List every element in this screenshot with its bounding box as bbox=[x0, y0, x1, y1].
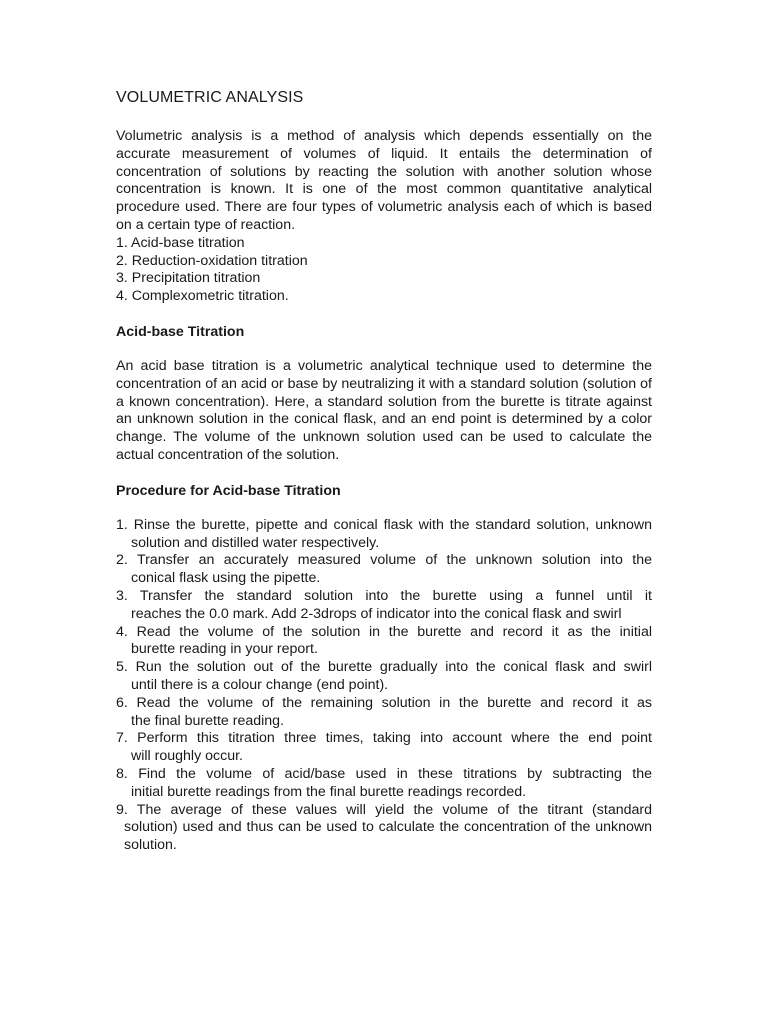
procedure-step-7 bbox=[116, 730, 652, 766]
step-text: 6. Read the volume of the remaining solution in the burette and record it as bbox=[116, 694, 652, 711]
step-text: 8. Find the volume of acid/base used in these titrations by subtracting the bbox=[116, 765, 652, 782]
step-continuation: burette reading in your report. bbox=[131, 641, 318, 658]
document-title: VOLUMETRIC ANALYSIS bbox=[116, 89, 304, 106]
step-continuation: until there is a colour change (end point). bbox=[131, 676, 389, 693]
procedure-heading: Procedure for Acid-base Titration bbox=[116, 482, 341, 499]
step-text: 1. Rinse the burette, pipette and conical flask with the standard solution, unknown bbox=[116, 516, 652, 533]
document-page bbox=[116, 88, 652, 855]
step-continuation: solution) used and thus can be used to calculate the concentration of the unknown solution. bbox=[124, 819, 652, 854]
procedure-step-6 bbox=[116, 695, 652, 731]
step-text: 4. Read the volume of the solution in the burette and record it as the initial bbox=[116, 623, 652, 640]
list-item: 3. Precipitation titration bbox=[116, 270, 261, 287]
acid-base-paragraph: An acid base titration is a volumetric analytical technique used to determine the concentration of an acid or base by neutralizing it with a standard solution (solution of a known concentration). Here, a standard solution from the burette is titrate against an unknown solution in the conical flask, and an end point is determined by a color change. The volume of the unknown solution used can be used to calculate the actual concentration of the solution. bbox=[116, 357, 652, 463]
step-text: 9. The average of these values will yield the volume of the titrant (standard bbox=[116, 801, 652, 818]
procedure-step-3 bbox=[116, 588, 652, 624]
procedure-steps bbox=[116, 517, 652, 855]
step-continuation: solution and distilled water respectively. bbox=[131, 534, 380, 551]
intro-paragraph: Volumetric analysis is a method of analysis which depends essentially on the accurate measurement of volumes of liquid. It entails the determination of concentration of solutions by reacting the solution with another solution whose concentration is known. It is one of the most common quantitative analytical procedure used. There are four types of volumetric analysis each of which is based on a certain type of reaction. bbox=[116, 128, 652, 233]
step-continuation: will roughly occur. bbox=[131, 748, 243, 765]
procedure-step-5 bbox=[116, 659, 652, 695]
acid-base-heading: Acid-base Titration bbox=[116, 323, 245, 340]
step-text: 2. Transfer an accurately measured volume of the unknown solution into the bbox=[116, 552, 652, 569]
procedure-step-2 bbox=[116, 552, 652, 588]
step-text: 7. Perform this titration three times, taking into account where the end point bbox=[116, 730, 652, 747]
step-continuation: the final burette reading. bbox=[131, 712, 285, 729]
step-text: 3. Transfer the standard solution into the burette using a funnel until it bbox=[116, 587, 652, 604]
step-continuation: conical flask using the pipette. bbox=[131, 570, 321, 587]
procedure-step-8 bbox=[116, 766, 652, 802]
step-continuation: reaches the 0.0 mark. Add 2-3drops of indicator into the conical flask and swirl bbox=[131, 605, 622, 622]
list-item: 4. Complexometric titration. bbox=[116, 288, 289, 305]
procedure-step-9 bbox=[116, 802, 652, 855]
list-item: 2. Reduction-oxidation titration bbox=[116, 252, 308, 269]
procedure-step-4 bbox=[116, 624, 652, 660]
step-continuation: initial burette readings from the final burette readings recorded. bbox=[131, 783, 527, 800]
titration-types-list bbox=[116, 235, 652, 306]
procedure-step-1 bbox=[116, 517, 652, 553]
step-text: 5. Run the solution out of the burette gradually into the conical flask and swirl bbox=[116, 659, 652, 676]
list-item: 1. Acid-base titration bbox=[116, 234, 245, 251]
